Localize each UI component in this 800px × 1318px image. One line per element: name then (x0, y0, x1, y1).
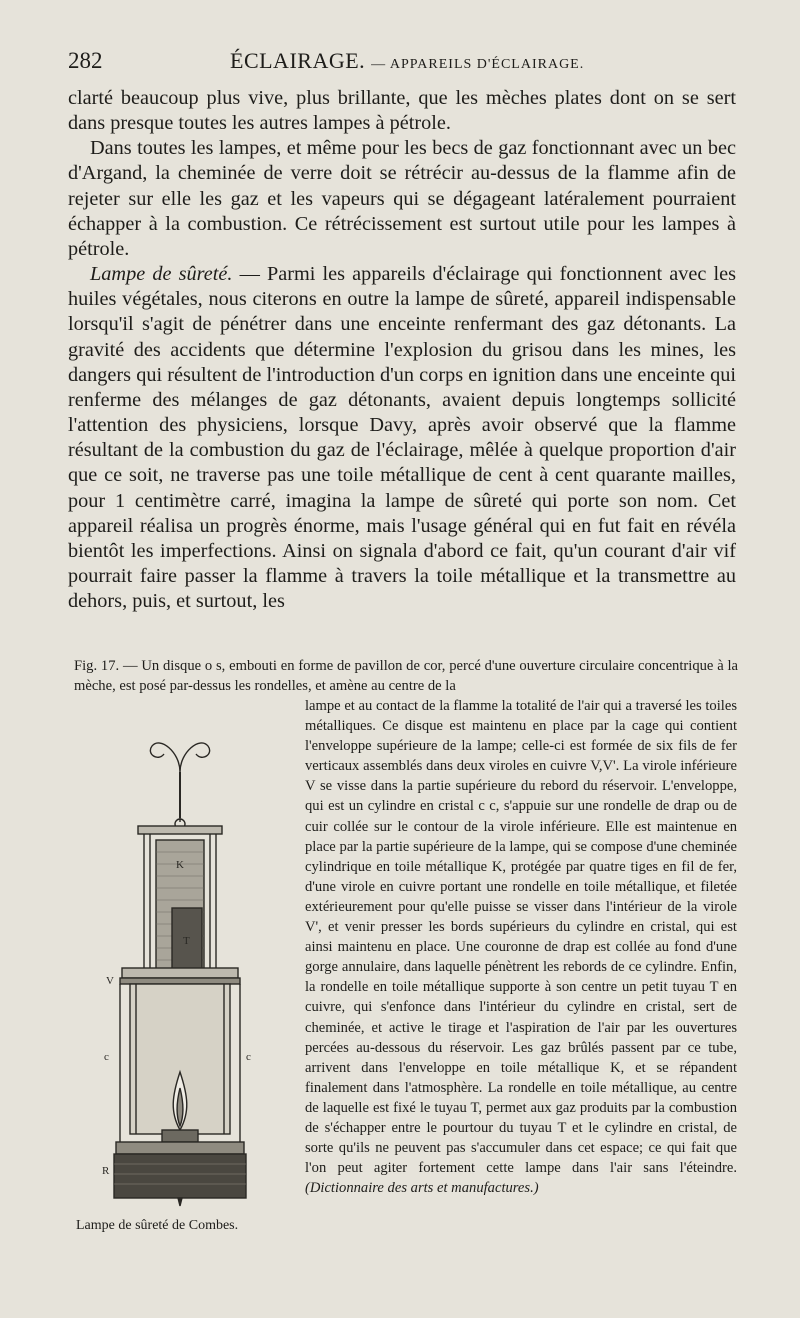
running-subtitle: — APPAREILS D'ÉCLAIRAGE. (371, 57, 585, 72)
section-title-lampe-de-surete: Lampe de sûreté. (90, 263, 233, 286)
running-head (230, 48, 584, 74)
running-title: ÉCLAIRAGE. (230, 48, 366, 73)
label-v: V (106, 975, 114, 987)
figure-label: Fig. 17. (74, 658, 120, 674)
paragraph-3 (68, 262, 736, 614)
page-header (68, 48, 732, 78)
label-c-left: c (104, 1051, 109, 1063)
caption-body-text: lampe et au contact de la flamme la totalité de l'air qui a traversé les toiles métalliques. Ce disque est maintenu en place par la cage qui contient l'enveloppe supérieure de la lampe; celle-ci est formée de six fils de fer verticaux assemblés dans deux viroles en cuivre V,V'. La virole inférieure V se visse dans la partie supérieure du rebord du réservoir. L'enveloppe, qui est un cylindre en cristal c c, s'appuie sur une rondelle de drap ou de cuir collée sur le contour de la virole inférieure. Elle est maintenue en place par la partie supérieure de la lampe, qui se compose d'une cheminée cylindrique en toile métallique K, protégée par quatre tiges en fil de fer, d'une virole en cuivre portant une rondelle en toile métallique, et filetée extérieurement pour qu'elle puisse se visser dans l'intérieur de la virole V', et venir presser les bords supérieurs du cylindre en cristal, qui est ainsi maintenu en place. Une couronne de drap est collée au fond d'une gorge annulaire, dans laquelle pénètrent les rebords de ce cylindre. Enfin, la rondelle en toile métallique supporte à son centre un petit tuyau T en cuivre, qui s'enfonce dans l'intérieur du cylindre en cristal, sert de cheminée, et active le tirage et l'aspiration de l'air par les ouvertures percées au-dessous du réservoir. Les gaz brûlés passent par ce tube, arrivent dans l'enveloppe en toile métallique K, et se répandent finalement dans l'atmosphère. La rondelle en toile métallique, au centre de laquelle est fixé le tuyau T, permet aux gaz produits par la combustion de s'échapper entre le pourtour du tuyau T et le cylindre en cristal, de sorte qu'ils ne peuvent pas s'accumuler dans cet espace; ce qui fait que l'on peut agiter fortement cette lampe dans l'air sans l'éteindre. (305, 698, 737, 1177)
paragraph-1: clarté beaucoup plus vive, plus brillante, que les mèches plates dont on se sert dans presque toutes les autres lampes à pétrole. (68, 87, 736, 135)
figure-caption-heading (74, 656, 738, 696)
paragraph-3-text: — Parmi les appareils d'éclairage qui fonctionnent avec les huiles végétales, nous citerons en outre la lampe de sûreté, appareil indispensable lorsqu'il s'agit de pénétrer dans une enceinte renfermant des gaz détonants. La gravité des accidents que détermine l'explosion du grisou dans les mines, les dangers qui résultent de l'introduction d'un corps en ignition dans une enceinte qui renferme des mélanges de gaz détonants, avaient depuis longtemps sollicité l'attention des physiciens, lorsque Davy, après avoir observé que la flamme résultant de la combustion du gaz de l'éclairage, mêlée à quelque proportion d'air que ce soit, ne traverse pas une toile métallique de cent à cent quarante mailles, pour 1 centimètre carré, imagina la lampe de sûreté qui porte son nom. Cet appareil réalisa un progrès énorme, mais l'usage général qui en fut fait en révéla bientôt les imperfections. Ainsi on signala d'abord ce fait, qu'un courant d'air vif pourrait faire passer la flamme à travers la toile métallique et la transmettre au dehors, puis, et surtout, les (68, 263, 737, 613)
label-r: R (102, 1165, 110, 1177)
label-c-right: c (246, 1051, 251, 1063)
safety-lamp-illustration (100, 712, 260, 1212)
caption-source: (Dictionnaire des arts et manufactures.) (305, 1180, 539, 1197)
caption-lead-text: — Un disque o s, embouti en forme de pavillon de cor, percé d'une ouverture circulaire concentrique à la mèche, est posé par-dessus les rondelles, et amène au centre de la (74, 658, 739, 694)
oil-reservoir (114, 1154, 246, 1198)
figure-caption-column (305, 696, 737, 1198)
label-t: T (183, 935, 190, 947)
page-number: 282 (68, 48, 103, 73)
figure-caption: Lampe de sûreté de Combes. (76, 1218, 239, 1233)
paragraph-2: Dans toutes les lampes, et même pour les becs de gaz fonctionnant avec un bec d'Argand, la cheminée de verre doit se rétrécir au-dessus de la flamme afin de rejeter sur elle les gaz et les vapeurs qui se dégageant latéralement pourraient échapper à la combustion. Ce rétrécissement est surtout utile pour les lampes à pétrole. (68, 137, 736, 260)
body-text (68, 86, 736, 614)
label-k: K (176, 859, 184, 871)
